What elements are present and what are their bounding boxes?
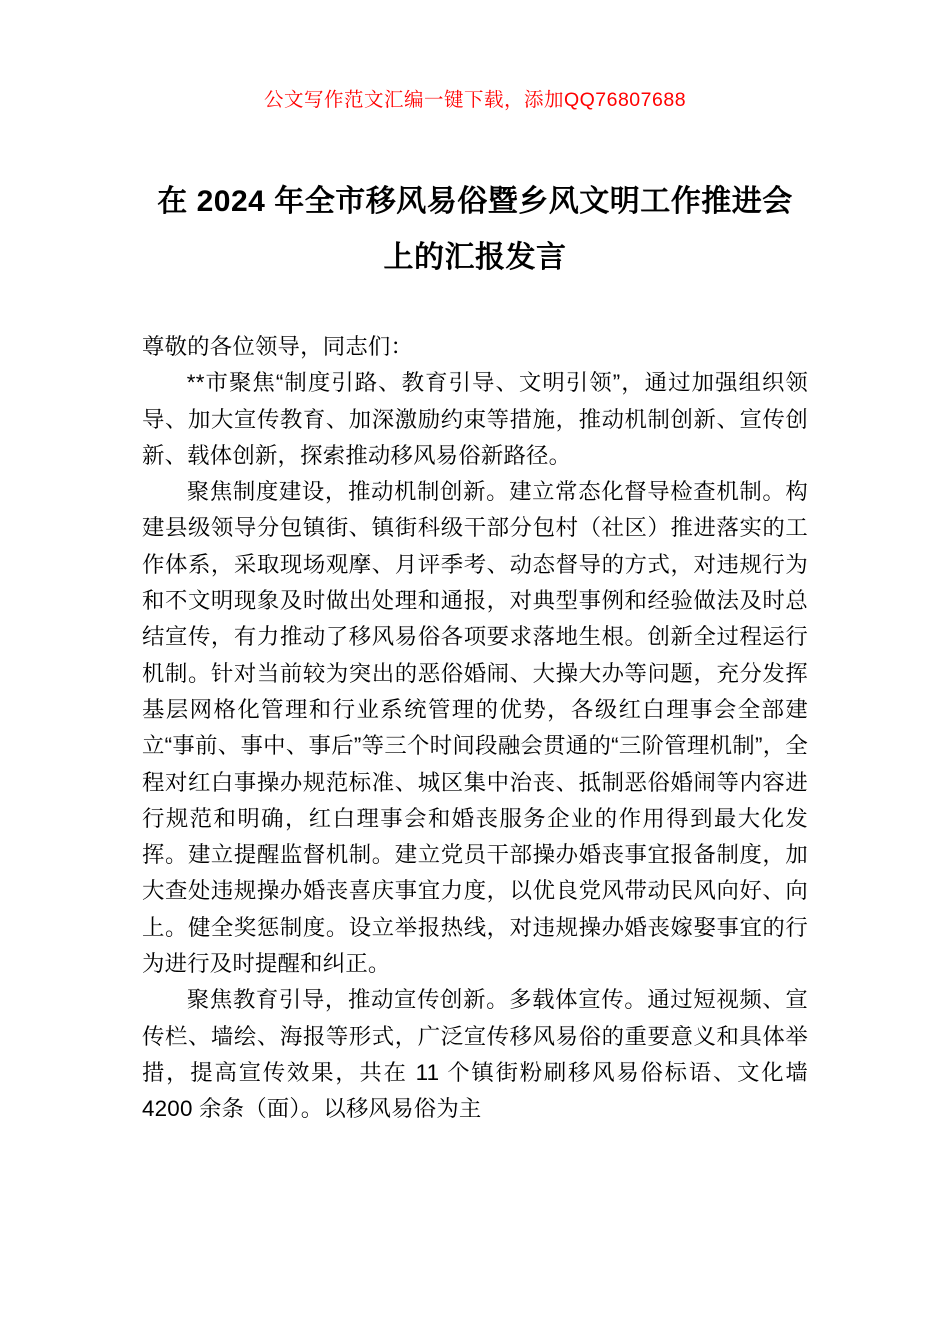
paragraph-salutation: 尊敬的各位领导，同志们：: [142, 334, 414, 359]
paragraph-intro: **市聚焦“制度引路、教育引导、文明引领”，通过加强组织领导、加大宣传教育、加深激励约束等措施，推动机制创新、宣传创新、载体创新，探索推动移风易俗新路径。: [142, 370, 808, 468]
paragraph-section-two: 聚焦教育引导，推动宣传创新。多载体宣传。通过短视频、宣传栏、墙绘、海报等形式，广泛宣传移风易俗的重要意义和具体举措，提高宣传效果，共在 11 个镇街粉刷移风易俗标语、文化墙 4200 余条（面）。以移风易俗为主: [142, 987, 808, 1122]
watermark-text: 公文写作范文汇编一键下载，添加QQ76807688: [263, 89, 687, 111]
paragraph-section-one: 聚焦制度建设，推动机制创新。建立常态化督导检查机制。构建县级领导分包镇街、镇街科级干部分包村（社区）推进落实的工作体系，采取现场观摩、月评季考、动态督导的方式，对违规行为和不文明现象及时做出处理和通报，对典型事例和经验做法及时总结宣传，有力推动了移风易俗各项要求落地生根。创新全过程运行机制。针对当前较为突出的恶俗婚闹、大操大办等问题，充分发挥基层网格化管理和行业系统管理的优势，各级红白理事会全部建立“事前、事中、事后”等三个时间段融会贯通的“三阶管理机制”，全程对红白事操办规范标准、城区集中治丧、抵制恶俗婚闹等内容进行规范和明确，红白理事会和婚丧服务企业的作用得到最大化发挥。建立提醒监督机制。建立党员干部操办婚丧事宜报备制度，加大查处违规操办婚丧喜庆事宜力度，以优良党风带动民风向好、向上。健全奖惩制度。设立举报热线，对违规操办婚丧嫁娶事宜的行为进行及时提醒和纠正。: [142, 479, 808, 977]
document-body: [142, 329, 808, 1128]
page-title: 在 2024 年全市移风易俗暨乡风文明工作推进会上的汇报发言: [157, 185, 793, 274]
